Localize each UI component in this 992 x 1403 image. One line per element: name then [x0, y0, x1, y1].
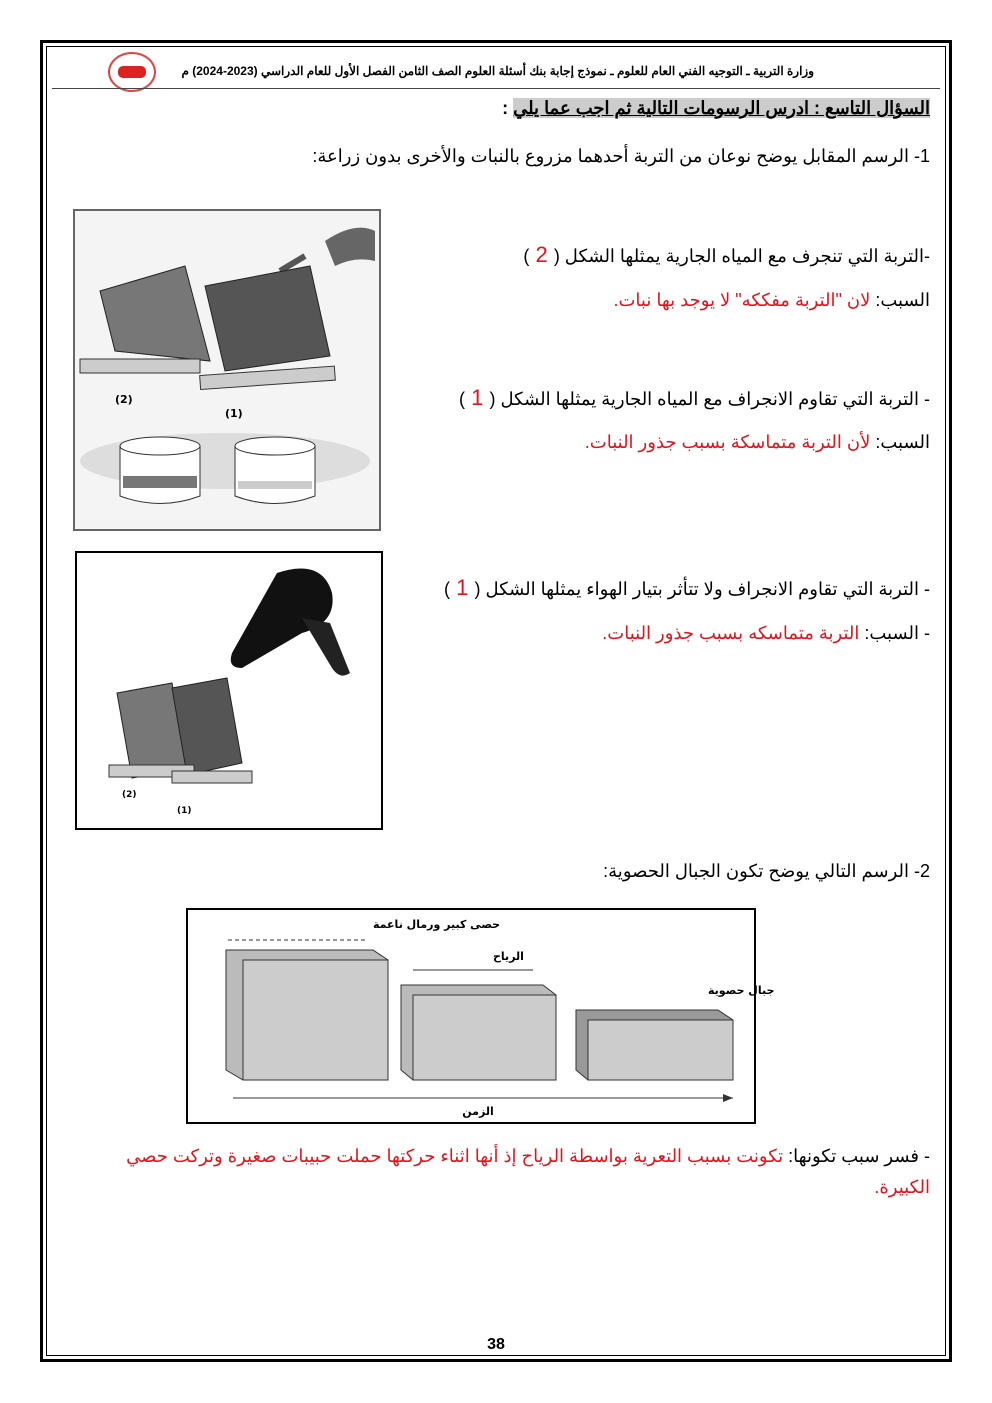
q2-text: - التربة التي تقاوم الانجراف مع المياه الجارية يمثلها الشكل (	[489, 389, 930, 409]
r3-label: - السبب:	[859, 623, 930, 643]
part1-q2	[459, 385, 930, 411]
label-sand-gravel: حصى كبير ورمال ناعمة	[373, 918, 501, 931]
header-divider	[52, 88, 940, 89]
label-time: الزمن	[462, 1105, 494, 1118]
r2-answer: لأن التربة متماسكة بسبب جذور النبات.	[584, 432, 871, 452]
question-title	[502, 98, 930, 119]
explain-answer-1: تكونت بسبب التعرية بواسطة الرياح إذ أنها اثناء حركتها حملت حبيبات صغيرة وتركت حصي	[126, 1146, 784, 1166]
fig1-label-2: (2)	[115, 393, 133, 406]
explain-label: - فسر سبب تكونها:	[783, 1146, 930, 1166]
r1-answer: لان "التربة مفككه" لا يوجد بها نبات.	[613, 290, 871, 310]
ministry-seal	[108, 52, 156, 92]
r3-answer: التربة متماسكه بسبب جذور النبات.	[602, 623, 860, 643]
gravel-mountains-figure	[186, 908, 775, 1124]
part1-r1	[613, 290, 930, 311]
q1-answer: 2	[529, 242, 554, 267]
q1-close: )	[523, 246, 530, 266]
q3-answer: 1	[450, 575, 475, 600]
q2-close: )	[459, 389, 466, 409]
r2-label: السبب:	[870, 432, 930, 452]
soil-wind-figure	[75, 551, 383, 830]
fig1-label-1: (1)	[225, 407, 243, 420]
question-title-text: السؤال التاسع : ادرس الرسومات التالية ثم اجب عما يلي	[513, 98, 930, 118]
explain-answer-2: الكبيرة.	[874, 1177, 930, 1197]
q2-answer: 1	[465, 385, 490, 410]
label-gravel-mountains: جبال حصوية	[708, 984, 775, 997]
part1-q1	[523, 242, 930, 268]
page-number: 38	[487, 1336, 505, 1353]
part1-intro: 1- الرسم المقابل يوضح نوعان من التربة أحدهما مزروع بالنبات والأخرى بدون زراعة:	[312, 146, 930, 166]
question-colon: :	[502, 98, 514, 118]
part1-r3	[602, 623, 930, 644]
q3-close: )	[444, 579, 451, 599]
part2-intro: 2- الرسم التالي يوضح تكون الجبال الحصوية:	[603, 861, 930, 881]
part1-q3	[444, 575, 930, 601]
header-text: وزارة التربية ـ التوجيه الفني العام للعلوم ـ نموذج إجابة بنك أسئلة العلوم الصف الثامن الفصل الأول للعام الدراسي (2023-2024) م	[181, 64, 814, 78]
part1-r2	[585, 432, 930, 453]
soil-water-figure	[73, 209, 381, 531]
r1-label: السبب:	[870, 290, 930, 310]
label-wind: الرياح	[493, 950, 524, 963]
q3-text: - التربة التي تقاوم الانجراف ولا تتأثر بتيار الهواء يمثلها الشكل (	[474, 579, 930, 599]
fig2-label-2: (2)	[122, 790, 137, 800]
q1-text: -التربة التي تنجرف مع المياه الجارية يمثلها الشكل (	[553, 246, 930, 266]
fig2-label-1: (1)	[177, 806, 192, 816]
part2-explain	[126, 1146, 930, 1167]
